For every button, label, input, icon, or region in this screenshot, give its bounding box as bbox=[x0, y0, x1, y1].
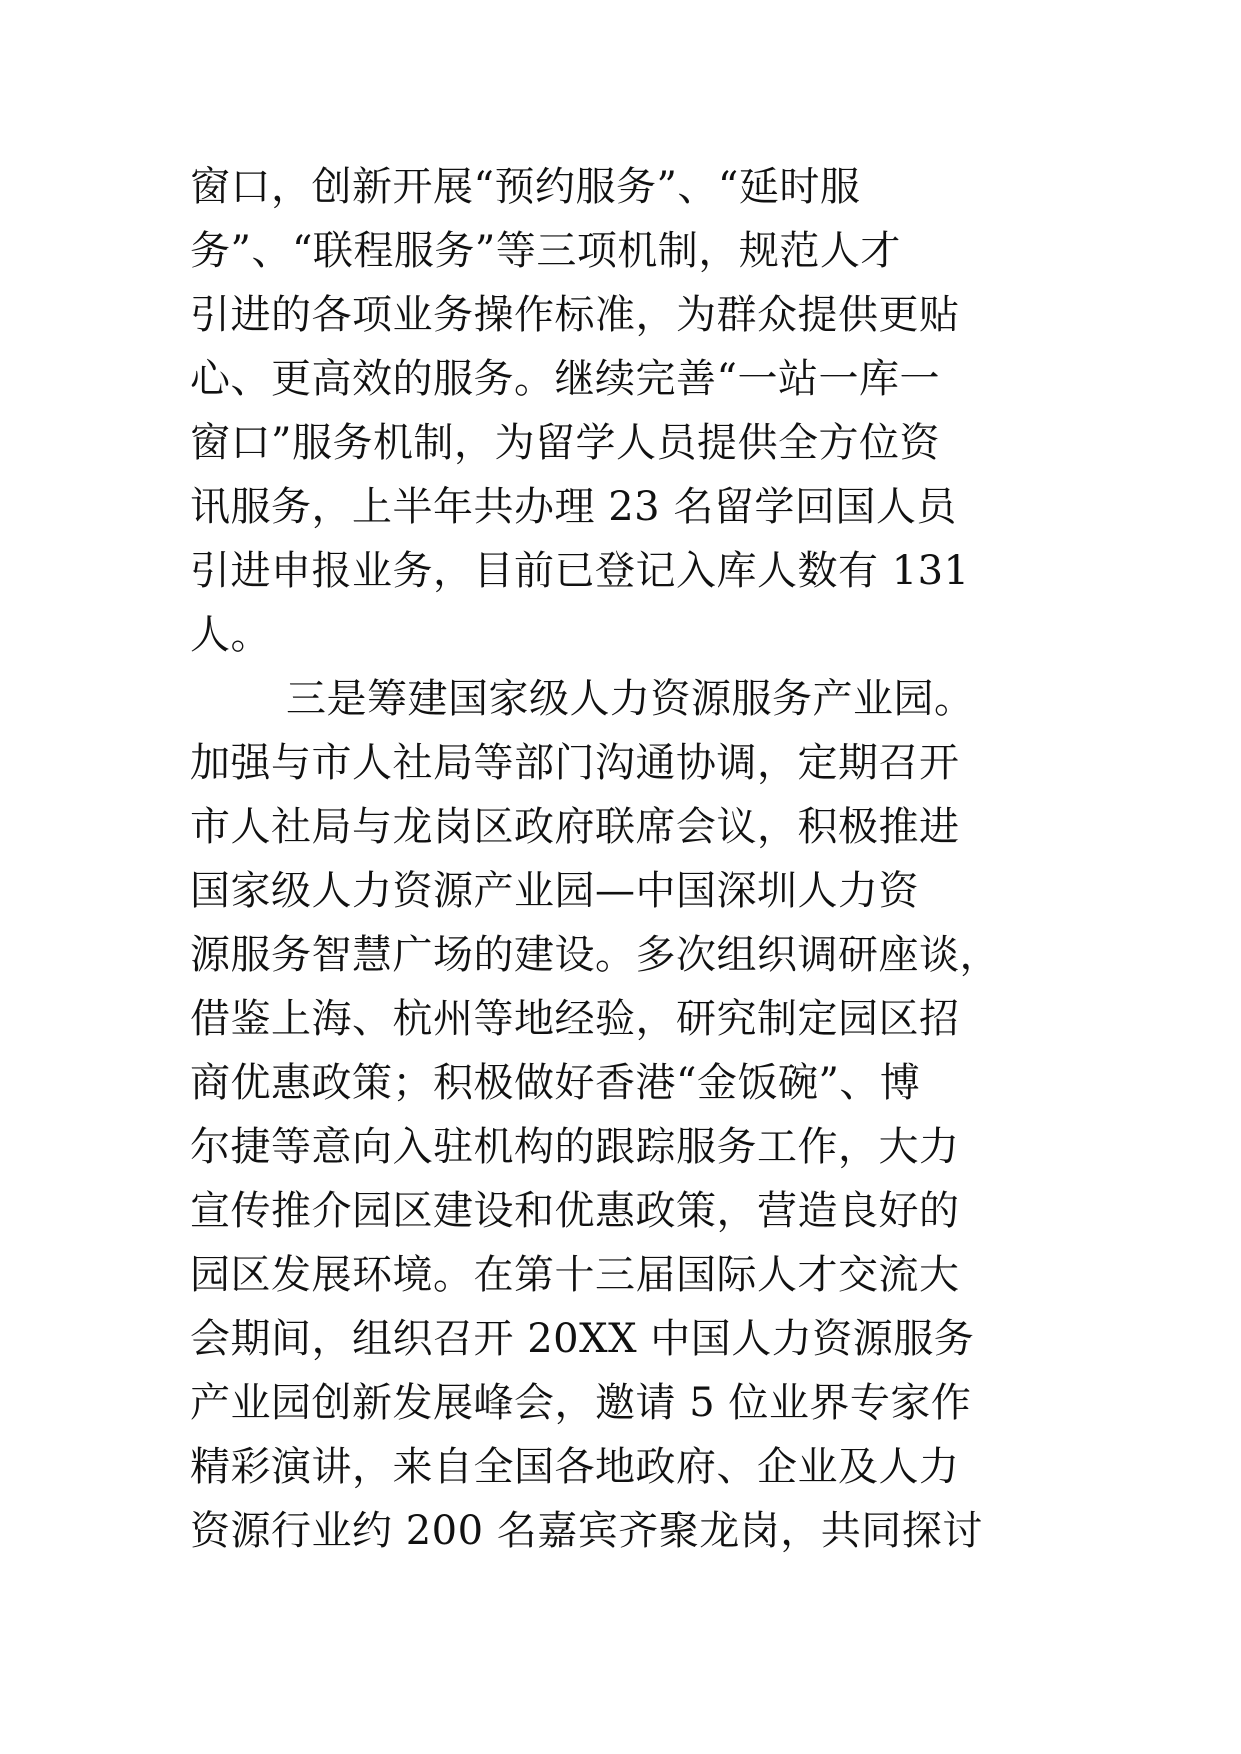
text-line: 引进的各项业务操作标准，为群众提供更贴 bbox=[190, 292, 960, 338]
text-line: 讯服务，上半年共办理 23 名留学回国人员 bbox=[190, 484, 957, 530]
paragraph-start-line: 三是筹建国家级人力资源服务产业园。 bbox=[286, 676, 975, 722]
text-line: 心、更高效的服务。继续完善“一站一库一 bbox=[190, 356, 940, 402]
text-line: 引进申报业务，目前已登记入库人数有 131 bbox=[190, 548, 970, 594]
text-line: 资源行业约 200 名嘉宾齐聚龙岗，共同探讨 bbox=[190, 1508, 983, 1554]
text-line: 园区发展环境。在第十三届国际人才交流大 bbox=[190, 1252, 960, 1298]
text-line: 会期间，组织召开 20XX 中国人力资源服务 bbox=[190, 1316, 975, 1362]
text-line: 窗口”服务机制，为留学人员提供全方位资 bbox=[190, 420, 940, 466]
text-line: 国家级人力资源产业园—中国深圳人力资 bbox=[190, 868, 919, 914]
text-line: 务”、“联程服务”等三项机制，规范人才 bbox=[190, 228, 901, 274]
text-line: 人。 bbox=[190, 612, 271, 658]
text-line: 尔捷等意向入驻机构的跟踪服务工作，大力 bbox=[190, 1124, 960, 1170]
text-line: 源服务智慧广场的建设。多次组织调研座谈， bbox=[190, 932, 1000, 978]
body-text bbox=[190, 155, 1070, 1563]
text-line: 精彩演讲，来自全国各地政府、企业及人力 bbox=[190, 1444, 960, 1490]
text-line: 宣传推介园区建设和优惠政策，营造良好的 bbox=[190, 1188, 960, 1234]
text-line: 市人社局与龙岗区政府联席会议，积极推进 bbox=[190, 804, 960, 850]
text-line: 产业园创新发展峰会，邀请 5 位业界专家作 bbox=[190, 1380, 972, 1426]
text-line: 窗口，创新开展“预约服务”、“延时服 bbox=[190, 164, 861, 210]
text-line: 商优惠政策；积极做好香港“金饭碗”、博 bbox=[190, 1060, 921, 1106]
text-line: 借鉴上海、杭州等地经验，研究制定园区招 bbox=[190, 996, 960, 1042]
text-line: 加强与市人社局等部门沟通协调，定期召开 bbox=[190, 740, 960, 786]
